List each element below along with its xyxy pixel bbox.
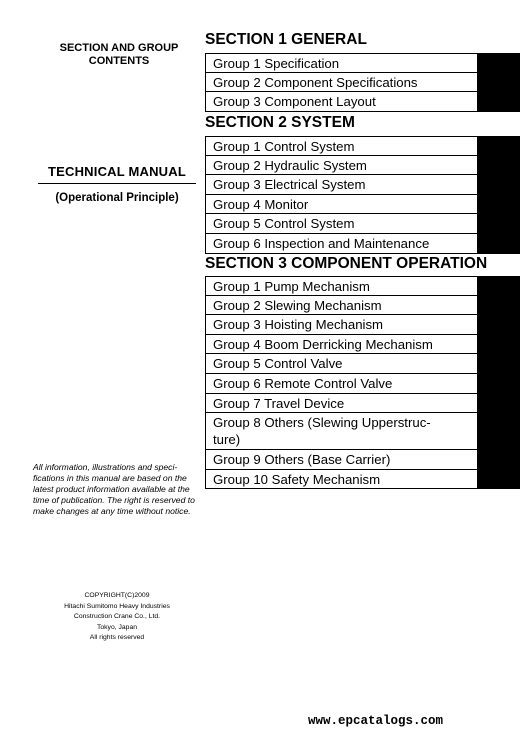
section-tab	[477, 72, 520, 93]
manual-title: TECHNICAL MANUAL	[38, 164, 196, 184]
group-label: Group 7 Travel Device	[213, 395, 345, 411]
section-tab	[477, 295, 520, 316]
section-tab	[477, 91, 520, 112]
group-label: Group 4 Monitor	[213, 196, 309, 212]
section-tab	[477, 155, 520, 176]
disclaimer: All information, illustrations and speci-fications in this manual are based on the latest product information available at the time of publication. The right is reserved to make changes at any time without notice.	[33, 462, 195, 516]
section-tab	[477, 53, 520, 73]
group-row[interactable]	[205, 73, 520, 93]
group-label: Group 2 Component Specifications	[213, 74, 418, 90]
copyright-block	[44, 591, 190, 644]
group-label: Group 5 Control Valve	[213, 356, 343, 372]
section-tab	[477, 314, 520, 335]
contents-heading-line2: CONTENTS	[88, 55, 150, 67]
group-list	[205, 53, 520, 112]
contents-heading-line1: SECTION AND GROUP	[59, 42, 179, 54]
section-title: SECTION 2 SYSTEM	[205, 114, 355, 131]
group-list	[205, 276, 520, 489]
group-label: Group 3 Hoisting Mechanism	[213, 317, 384, 333]
section-tab	[477, 174, 520, 195]
group-row[interactable]	[205, 214, 520, 234]
copyright-line: COPYRIGHT(C)2009	[84, 592, 150, 599]
manual-subtitle: (Operational Principle)	[55, 192, 179, 204]
group-row[interactable]	[205, 136, 520, 156]
group-row[interactable]	[205, 394, 520, 414]
group-row[interactable]	[205, 234, 520, 254]
section-tab	[477, 373, 520, 394]
section-tab	[477, 194, 520, 215]
group-row[interactable]	[205, 450, 520, 470]
footer-url[interactable]: www.epcatalogs.com	[308, 714, 444, 728]
group-row[interactable]	[205, 315, 520, 335]
group-row[interactable]	[205, 296, 520, 316]
group-label: Group 9 Others (Base Carrier)	[213, 452, 391, 468]
group-list	[205, 136, 520, 254]
section-tab	[477, 353, 520, 374]
section-tab	[477, 136, 520, 156]
copyright-line: Tokyo, Japan	[96, 623, 138, 631]
section-tab	[477, 469, 520, 490]
group-row[interactable]	[205, 413, 520, 450]
group-row[interactable]	[205, 175, 520, 195]
group-label: Group 1 Specification	[213, 56, 340, 71]
section-title: SECTION 3 COMPONENT OPERATION	[205, 255, 488, 272]
group-label: Group 6 Inspection and Maintenance	[213, 235, 430, 251]
group-row[interactable]	[205, 156, 520, 176]
group-row[interactable]	[205, 276, 520, 296]
group-label: Group 3 Component Layout	[213, 94, 376, 110]
group-label: Group 5 Control System	[213, 216, 355, 232]
group-label: Group 1 Control System	[213, 139, 355, 154]
group-row[interactable]	[205, 470, 520, 490]
section-tab	[477, 334, 520, 355]
group-label: Group 10 Safety Mechanism	[213, 471, 381, 487]
section-tab	[477, 449, 520, 470]
group-label: Group 2 Slewing Mechanism	[213, 297, 382, 313]
group-row[interactable]	[205, 354, 520, 374]
section-tab	[477, 233, 520, 254]
section-tab	[477, 393, 520, 414]
group-label: Group 1 Pump Mechanism	[213, 279, 370, 294]
group-label: Group 3 Electrical System	[213, 177, 366, 193]
section-tab	[477, 276, 520, 296]
group-row[interactable]	[205, 195, 520, 215]
section-title: SECTION 1 GENERAL	[205, 31, 367, 48]
group-label: Group 4 Boom Derricking Mechanism	[213, 336, 433, 352]
section-tab	[477, 412, 520, 450]
group-label: Group 8 Others (Slewing Upperstruc- ture)	[213, 415, 431, 448]
section-tab	[477, 213, 520, 234]
copyright-line: Construction Crane Co., Ltd.	[73, 613, 161, 620]
copyright-line: All rights reserved	[89, 634, 145, 641]
group-row[interactable]	[205, 53, 520, 73]
group-label: Group 2 Hydraulic System	[213, 157, 367, 173]
group-row[interactable]	[205, 335, 520, 355]
group-row[interactable]	[205, 92, 520, 112]
contents-heading	[38, 42, 200, 68]
group-row[interactable]	[205, 374, 520, 394]
group-label: Group 6 Remote Control Valve	[213, 375, 393, 391]
copyright-line: Hitachi Sumitomo Heavy Industries	[64, 602, 170, 610]
